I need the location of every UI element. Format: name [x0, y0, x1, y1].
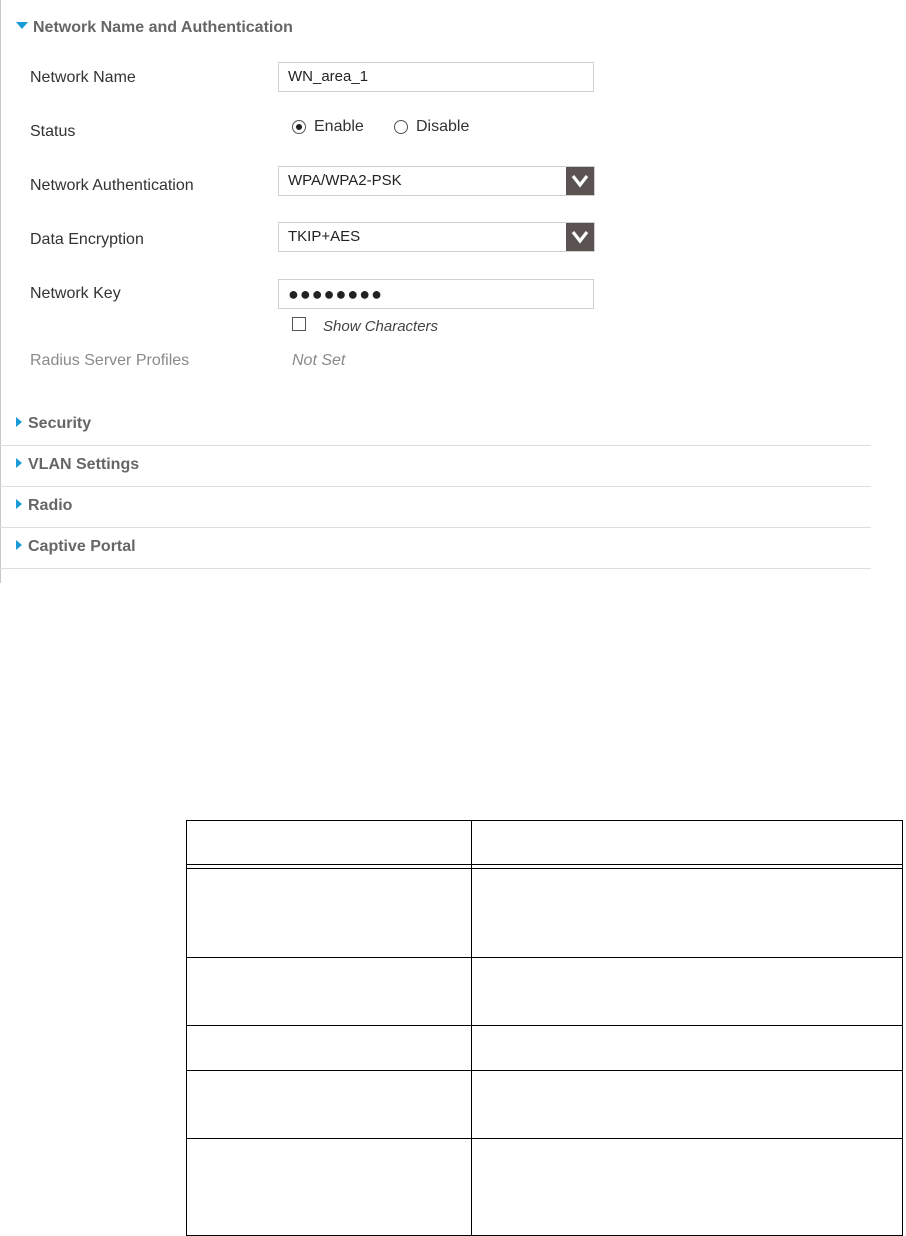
table-row-rule: [186, 1025, 903, 1026]
triangle-down-icon: [16, 22, 28, 29]
status-enable-label: Enable: [314, 118, 364, 135]
network-name-label: Network Name: [30, 69, 136, 86]
section-title: Network Name and Authentication: [33, 19, 293, 36]
section-radio-header[interactable]: [16, 497, 72, 515]
table-border-top: [186, 820, 903, 821]
network-key-label: Network Key: [30, 285, 121, 302]
section-title: Security: [28, 415, 92, 432]
triangle-right-icon: [16, 458, 22, 468]
table-border-right: [902, 820, 903, 1236]
table-header-rule: [186, 864, 903, 865]
network-name-value: WN_area_1: [288, 68, 369, 85]
status-label: Status: [30, 123, 76, 140]
table-row-rule: [186, 1070, 903, 1071]
data-encryption-select[interactable]: [278, 222, 595, 252]
table-row-rule: [186, 957, 903, 958]
section-security-header[interactable]: [16, 415, 91, 433]
divider: [0, 445, 871, 446]
divider: [0, 568, 871, 569]
divider: [0, 527, 871, 528]
left-border: [0, 0, 1, 583]
status-disable-label: Disable: [416, 118, 470, 135]
radio-checked-icon: [292, 120, 306, 134]
table-column-divider: [471, 820, 472, 1236]
data-encryption-value: TKIP+AES: [288, 228, 361, 245]
section-vlan-settings-header[interactable]: [16, 456, 139, 474]
section-title: VLAN Settings: [28, 456, 140, 473]
network-auth-value: WPA/WPA2-PSK: [288, 172, 402, 189]
chevron-down-icon[interactable]: [566, 223, 594, 251]
data-encryption-label: Data Encryption: [30, 231, 144, 248]
triangle-right-icon: [16, 540, 22, 550]
radio-unchecked-icon: [394, 120, 408, 134]
radius-server-profiles-label: Radius Server Profiles: [30, 352, 190, 369]
show-characters-checkbox[interactable]: [292, 317, 306, 331]
table-border-left: [186, 820, 187, 1236]
show-characters-label: Show Characters: [323, 318, 439, 335]
section-captive-portal-header[interactable]: [16, 538, 136, 556]
radius-server-profiles-value: Not Set: [292, 352, 346, 369]
network-auth-label: Network Authentication: [30, 177, 194, 194]
triangle-right-icon: [16, 499, 22, 509]
section-network-name-auth-header[interactable]: [16, 19, 293, 37]
section-title: Radio: [28, 497, 73, 514]
table-row-rule: [186, 1138, 903, 1139]
network-name-input[interactable]: [278, 62, 594, 92]
empty-table: [186, 820, 903, 1236]
network-auth-select[interactable]: [278, 166, 595, 196]
chevron-down-icon[interactable]: [566, 167, 594, 195]
section-title: Captive Portal: [28, 538, 136, 555]
table-header-rule: [186, 868, 903, 869]
network-key-value: ●●●●●●●●: [288, 284, 383, 304]
triangle-right-icon: [16, 417, 22, 427]
network-key-input[interactable]: [278, 279, 594, 309]
divider: [0, 486, 871, 487]
